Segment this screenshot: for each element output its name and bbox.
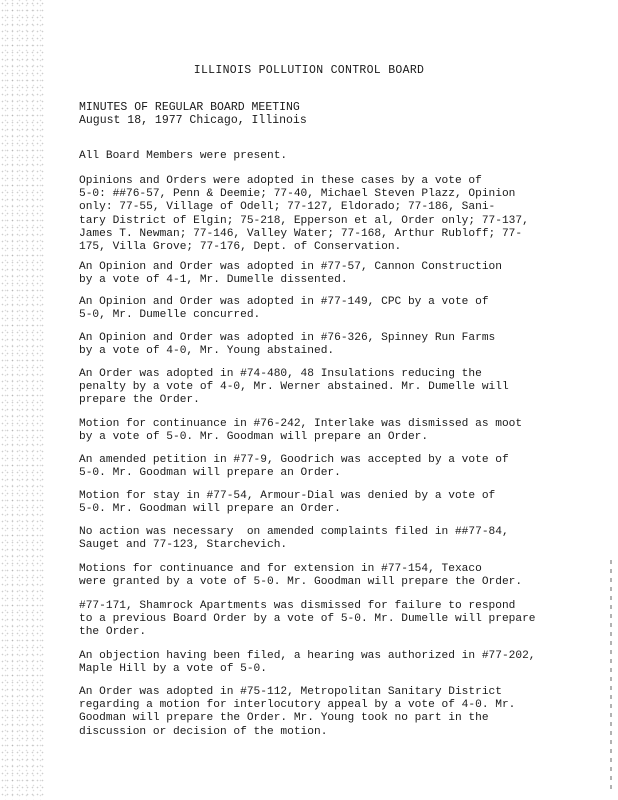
paragraph-77-149: An Opinion and Order was adopted in #77-149, CPC by a vote of 5-0, Mr. Dumelle concurred. — [79, 296, 489, 322]
paragraph-76-242: Motion for continuance in #76-242, Interlake was dismissed as moot by a vote of 5-0. Mr. Goodman will prepare an Order. — [79, 418, 523, 444]
paragraph-77-154: Motions for continuance and for extension in #77-154, Texaco were granted by a vote of 5-0. Mr. Goodman will prepare the Order. — [79, 563, 523, 589]
meeting-date-location: August 18, 1977 Chicago, Illinois — [79, 114, 307, 127]
paragraph-77-84: No action was necessary on amended complaints filed in ##77-84, Sauget and 77-123, Starchevich. — [79, 526, 509, 552]
scan-edge-noise — [0, 0, 44, 800]
paragraph-75-112: An Order was adopted in #75-112, Metropolitan Sanitary District regarding a motion for interlocutory appeal by a vote of 4-0. Mr. Goodman will prepare the Order. Mr. Young took no part in the discussion or decision of the motion. — [79, 686, 516, 738]
paragraph-77-54: Motion for stay in #77-54, Armour-Dial was denied by a vote of 5-0. Mr. Goodman will prepare an Order. — [79, 490, 496, 516]
paragraph-77-171: #77-171, Shamrock Apartments was dismissed for failure to respond to a previous Board Order by a vote of 5-0. Mr. Dumelle will prepare the Order. — [79, 600, 536, 639]
paragraph-attendance: All Board Members were present. — [79, 150, 288, 162]
paragraph-76-326: An Opinion and Order was adopted in #76-326, Spinney Run Farms by a vote of 4-0, Mr. Young abstained. — [79, 332, 496, 358]
scan-edge-right-noise — [610, 560, 612, 790]
paragraph-77-57: An Opinion and Order was adopted in #77-57, Cannon Construction by a vote of 4-1, Mr. Dumelle dissented. — [79, 261, 502, 287]
board-heading: ILLINOIS POLLUTION CONTROL BOARD — [193, 64, 425, 77]
paragraph-77-202: An objection having been filed, a hearing was authorized in #77-202, Maple Hill by a vote of 5-0. — [79, 650, 536, 676]
paragraph-74-480: An Order was adopted in #74-480, 48 Insulations reducing the penalty by a vote of 4-0, Mr. Werner abstained. Mr. Dumelle will prepare the Order. — [79, 368, 509, 407]
paragraph-77-9: An amended petition in #77-9, Goodrich was accepted by a vote of 5-0. Mr. Goodman will prepare an Order. — [79, 454, 509, 480]
paragraph-opinions-orders: Opinions and Orders were adopted in these cases by a vote of 5-0: ##76-57, Penn & Deemie; 77-40, Michael Steven Plazz, Opinion only: 77-55, Village of Odell; 77-127, Eldorado; 77-186, Sani- tary District of Elgin; 75-218, Epperson et al, Order only; 77-137, James T. Newman; 77-146, Valley Water; 77-168, Arthur Rubloff; 77- 175, Villa Grove; 77-176, Dept. of Conservation. — [79, 175, 529, 254]
minutes-title: MINUTES OF REGULAR BOARD MEETING — [79, 101, 300, 114]
